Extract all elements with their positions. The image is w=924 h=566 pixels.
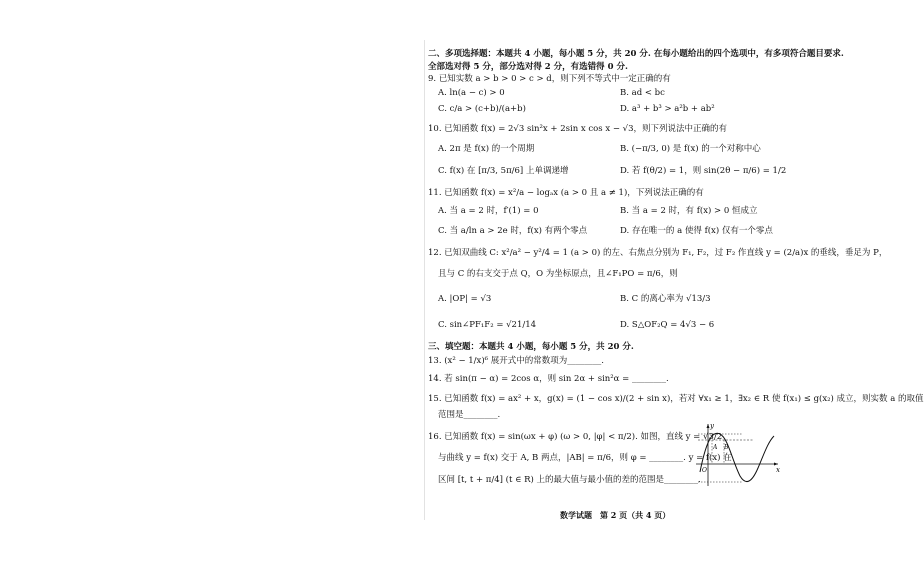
- q9-option-b: B. ad < bc: [620, 88, 665, 98]
- q10-option-b: B. (−π/3, 0) 是 f(x) 的一个对称中心: [620, 144, 761, 154]
- q16-stem-cont: 与曲线 y = f(x) 交于 A, B 两点，|AB| = π/6，则 φ = ________. y = f(x) 在: [438, 453, 732, 463]
- q16-stem: 16. 已知函数 f(x) = sin(ωx + φ) (ω > 0, |φ| < π/2). 如图，直线 y = √3/2: [428, 432, 723, 442]
- section2-note: 全部选对得 5 分，部分选对得 2 分，有选错得 0 分.: [428, 62, 628, 72]
- q12-option-d: D. S△OF₂Q = 4√3 − 6: [620, 320, 715, 330]
- q12-stem: 12. 已知双曲线 C: x²/a² − y²/4 = 1 (a > 0) 的左、右焦点分别为 F₁, F₂，过 F₂ 作直线 y = (2/a)x 的垂线，垂足为 P，: [428, 248, 888, 258]
- figure-y-label: y: [710, 422, 714, 430]
- figure-point-b-label: B: [724, 444, 729, 451]
- q11-option-a: A. 当 a = 2 时，f′(1) = 0: [438, 206, 539, 216]
- q12-option-b: B. C 的离心率为 √13/3: [620, 294, 711, 304]
- q11-option-b: B. 当 a = 2 时，有 f(x) > 0 恒成立: [620, 206, 758, 216]
- q9-option-c: C. c/a > (c+b)/(a+b): [438, 104, 526, 114]
- q10-stem: 10. 已知函数 f(x) = 2√3 sin²x + 2sin x cos x − √3，则下列说法中正确的有: [428, 124, 727, 134]
- section3-title: 三、填空题：本题共 4 小题，每小题 5 分，共 20 分.: [428, 342, 634, 352]
- q11-stem: 11. 已知函数 f(x) = x²/a − logₐx (a > 0 且 a ≠ 1)，下列说法正确的有: [428, 188, 704, 198]
- figure-x-label: x: [776, 466, 780, 474]
- q12-option-c: C. sin∠PF₁F₂ = √21/14: [438, 320, 537, 330]
- q16-sine-figure: [694, 420, 782, 488]
- q16-stem-cont2: 区间 [t, t + π/4] (t ∈ R) 上的最大值与最小值的差的范围是________.: [438, 475, 701, 485]
- q13-stem: 13. (x² − 1/x)⁶ 展开式中的常数项为________.: [428, 356, 604, 366]
- q10-option-a: A. 2π 是 f(x) 的一个周期: [438, 144, 535, 154]
- q15-stem: 15. 已知函数 f(x) = ax² + x，g(x) = (1 − cos x)/(2 + sin x)，若对 ∀x₁ ≥ 1，∃x₂ ∈ R 使 f(x₁) ≤ g(x₂) 成立，则实数 a 的取值: [428, 394, 924, 404]
- q12-stem-cont: 且与 C 的右支交于点 Q，O 为坐标原点，且∠F₁PO = π/6，则: [438, 269, 678, 279]
- q15-stem-cont: 范围是________.: [438, 410, 501, 420]
- q14-stem: 14. 若 sin(π − α) = 2cos α，则 sin 2α + sin²α = ________.: [428, 374, 669, 384]
- q10-option-c: C. f(x) 在 [π/3, 5π/6] 上单调递增: [438, 166, 569, 176]
- figure-point-a-label: A: [713, 444, 718, 451]
- q11-option-d: D. 存在唯一的 a 使得 f(x) 仅有一个零点: [620, 226, 773, 236]
- q9-option-a: A. ln(a − c) > 0: [438, 88, 505, 98]
- q12-option-a: A. |OP| = √3: [438, 294, 492, 304]
- q10-option-d: D. 若 f(θ/2) = 1，则 sin(2θ − π/6) = 1/2: [620, 166, 787, 176]
- q9-option-d: D. a³ + b³ > a²b + ab²: [620, 104, 715, 114]
- section2-title: 二、多项选择题：本题共 4 小题，每小题 5 分，共 20 分. 在每小题给出的四个选项中，有多项符合题目要求.: [428, 49, 844, 59]
- q11-option-c: C. 当 a/ln a > 2e 时，f(x) 有两个零点: [438, 226, 588, 236]
- page-footer: 数学试题 第 2 页（共 4 页）: [560, 510, 671, 520]
- figure-origin-label: O: [702, 467, 707, 474]
- q9-stem: 9. 已知实数 a > b > 0 > c > d，则下列不等式中一定正确的有: [428, 74, 671, 84]
- scan-fold-line: [424, 40, 425, 520]
